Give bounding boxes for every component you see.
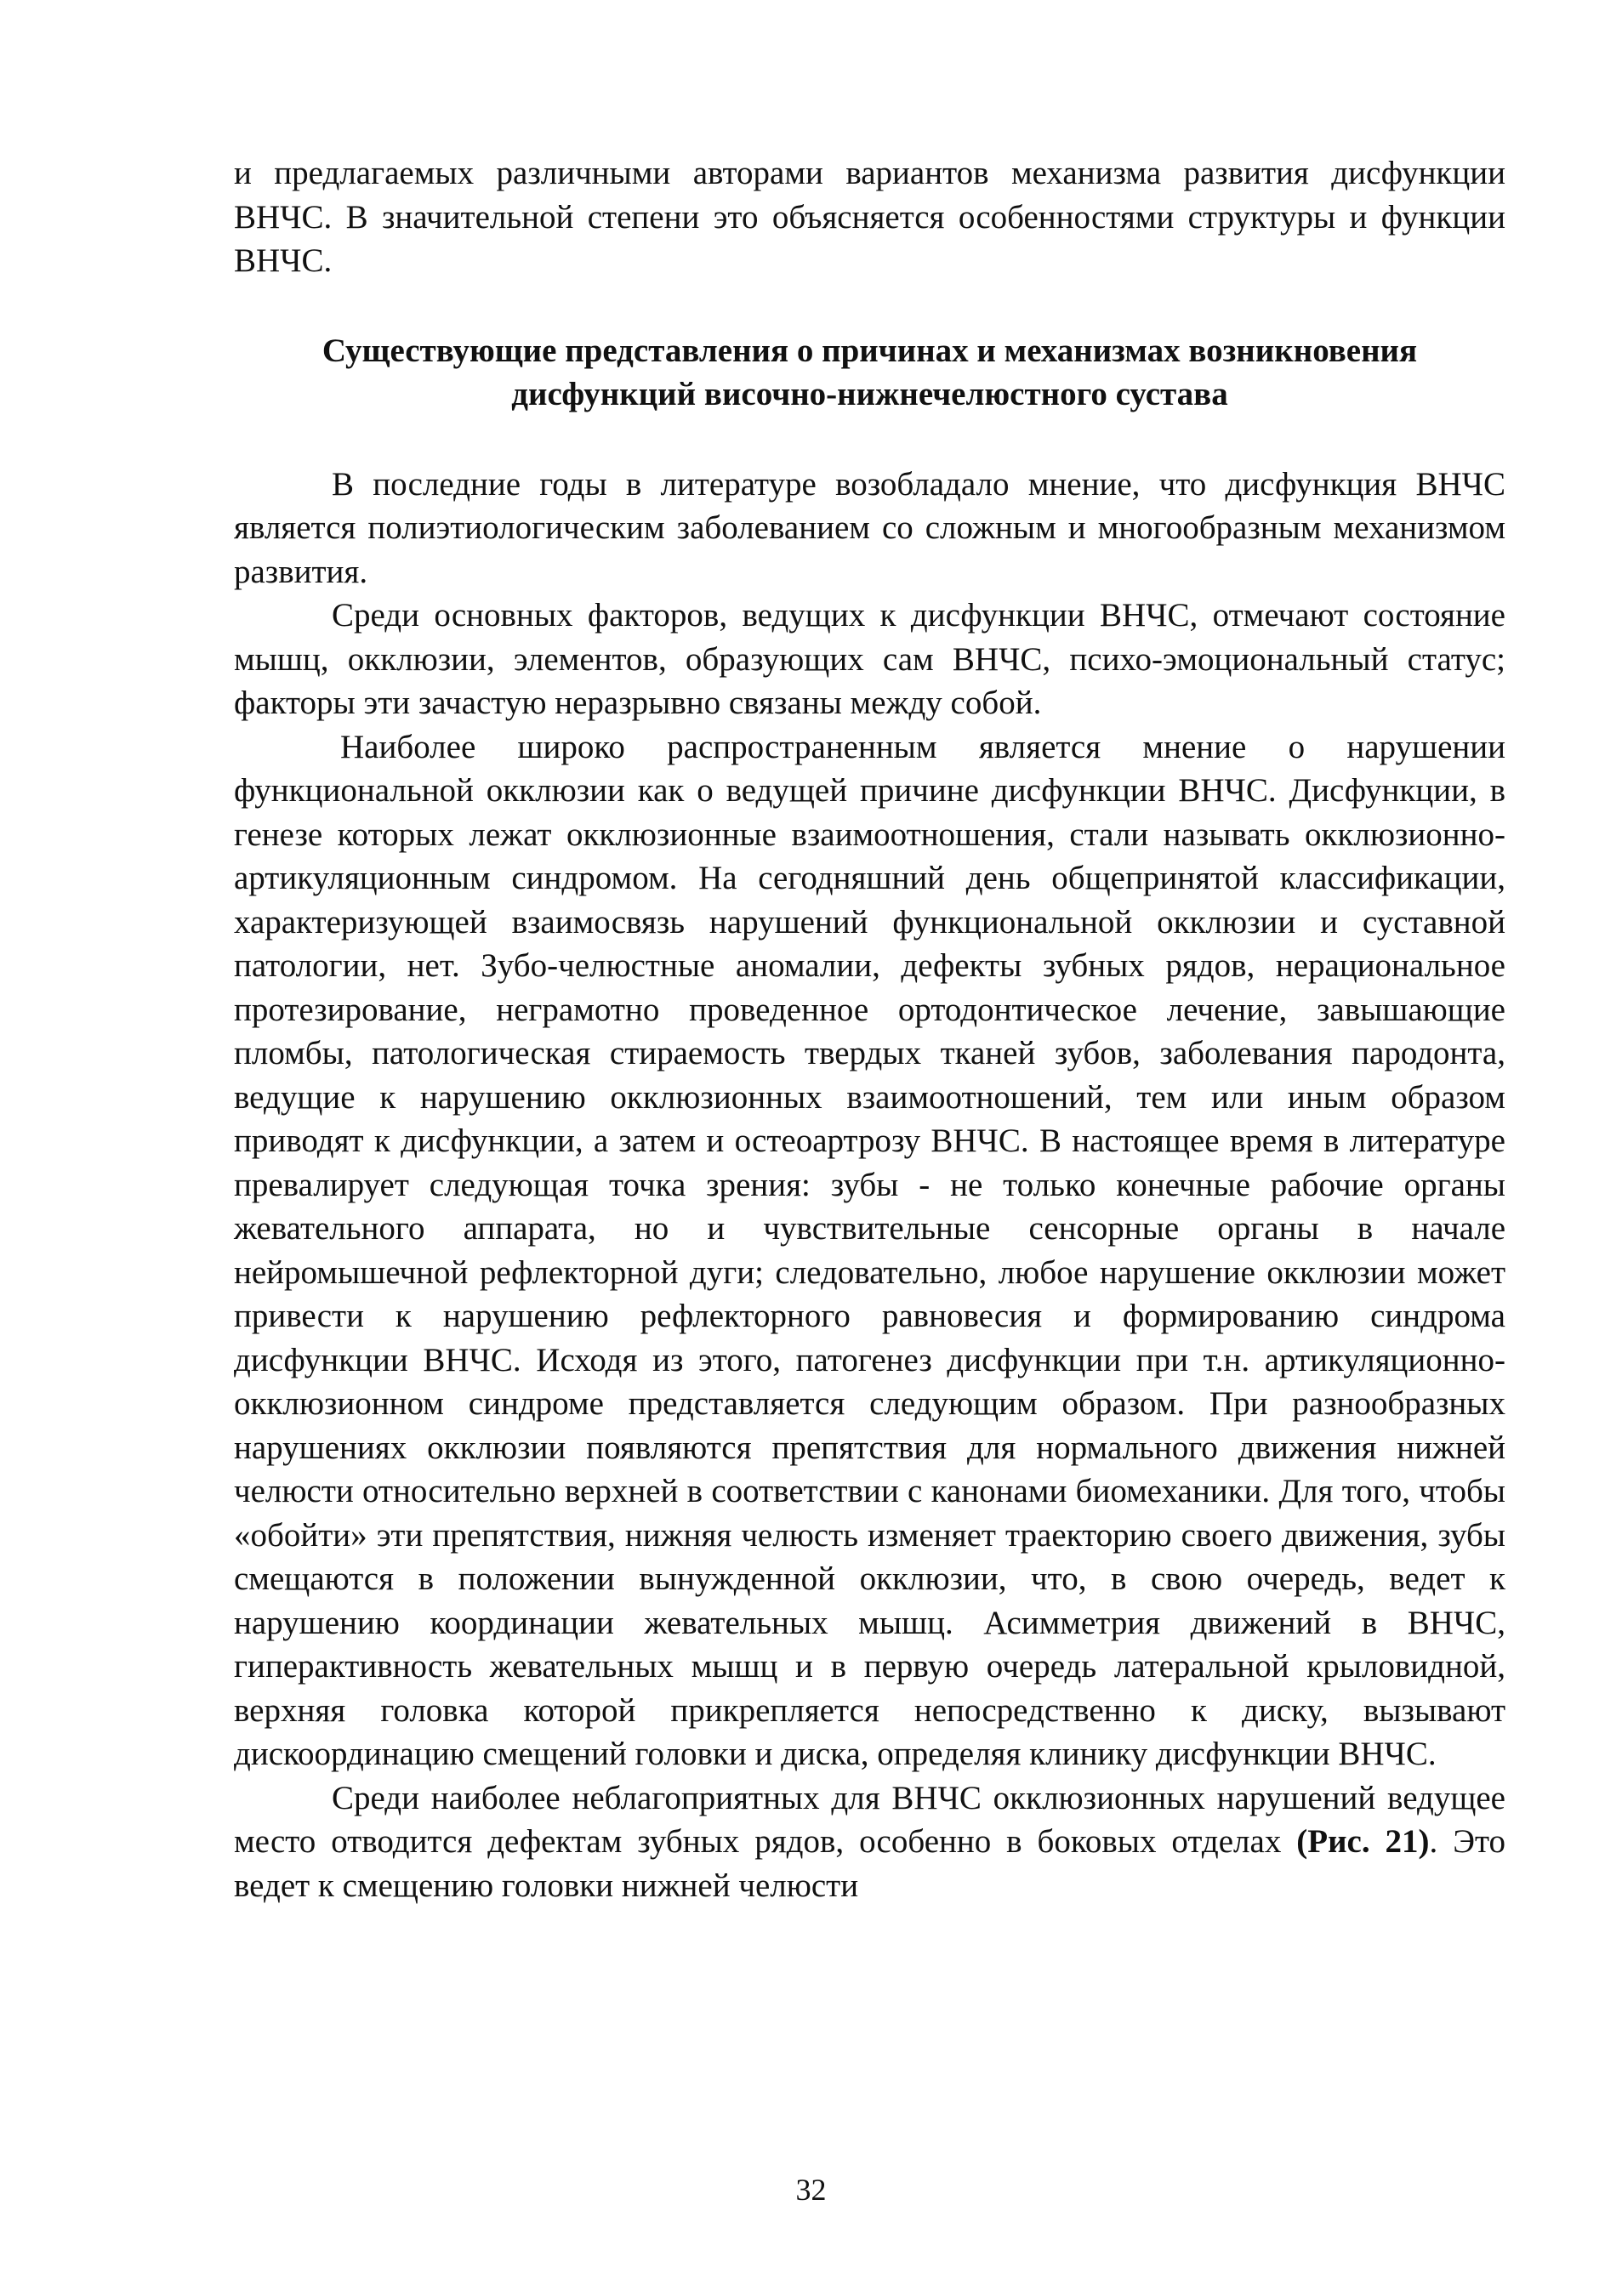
body-paragraph-4 [234, 1776, 1505, 1908]
paragraph-text-after-ref: . Это ведет к смещению головки нижней челюсти [234, 1823, 1506, 1904]
intro-paragraph: и предлагаемых различными авторами вариантов механизма развития дисфункции ВНЧС. В значительной степени это объясняется особенностями структуры и функции ВНЧС. [234, 155, 1505, 279]
section-heading [234, 329, 1505, 417]
section-heading-line-2: дисфункций височно-нижнечелюстного сустава [511, 376, 1228, 412]
body-paragraph-2: Среди основных факторов, ведущих к дисфункции ВНЧС, отмечают состояние мышц, окклюзии, элементов, образующих сам ВНЧС, психо-эмоциональный статус; факторы эти зачастую неразрывно связаны между собой. [234, 597, 1505, 721]
body-paragraph-3: Наиболее широко распространенным является мнение о нарушении функциональной окклюзии как о ведущей причине дисфункции ВНЧС. Дисфункции, в генезе которых лежат окклюзионные взаимоотношения, стали называть окклюзионно- артикуляционным синдромом. На сегодняшний день общепринятой классификации, характеризующей взаимосвязь нарушений функциональной окклюзии и суставной патологии, нет. Зубо-челюстные аномалии, дефекты зубных рядов, нерациональное протезирование, неграмотно проведенное ортодонтическое лечение, завышающие пломбы, патологическая стираемость твердых тканей зубов, заболевания пародонта, ведущие к нарушению окклюзионных взаимоотношений, тем или иным образом приводят к дисфункции, а затем и остеоартрозу ВНЧС. В настоящее время в литературе превалирует следующая точка зрения: зубы - не только конечные рабочие органы жевательного аппарата, но и чувствительные сенсорные органы в начале нейромышечной рефлекторной дуги; следовательно, любое нарушение окклюзии может привести к нарушению рефлекторного равновесия и формированию синдрома дисфункции ВНЧС. Исходя из этого, патогенез дисфункции при т.н. артикуляционно-окклюзионном синдроме представляется следующим образом. При разнообразных нарушениях окклюзии появляются препятствия для нормального движения нижней челюсти относительно верхней в соответствии с канонами биомеханики. Для того, чтобы «обойти» эти препятствия, нижняя челюсть изменяет траекторию своего движения, зубы смещаются в положении вынужденной окклюзии, что, в свою очередь, ведет к нарушению координации жевательных мышц. Асимметрия движений в ВНЧС, гиперактивность жевательных мышц и в первую очередь латеральной крыловидной, верхняя головка которой прикрепляется непосредственно к диску, вызывают дискоординацию смещений головки и диска, определяя клинику дисфункции ВНЧС. [234, 728, 1505, 1772]
page-number: 32 [795, 2173, 827, 2207]
figure-reference: (Рис. 21) [1296, 1823, 1430, 1860]
body-paragraph-1: В последние годы в литературе возобладало мнение, что дисфункция ВНЧС является полиэтиологическим заболеванием со сложным и многообразным механизмом развития. [234, 465, 1505, 590]
page-content [234, 151, 1505, 1907]
section-heading-line-1: Существующие представления о причинах и механизмах возникновения [322, 332, 1418, 369]
paragraph-text-before-ref: Среди наиболее неблагоприятных для ВНЧС окклюзионных нарушений ведущее место отводится дефектам зубных рядов, особенно в боковых отделах [234, 1779, 1505, 1860]
